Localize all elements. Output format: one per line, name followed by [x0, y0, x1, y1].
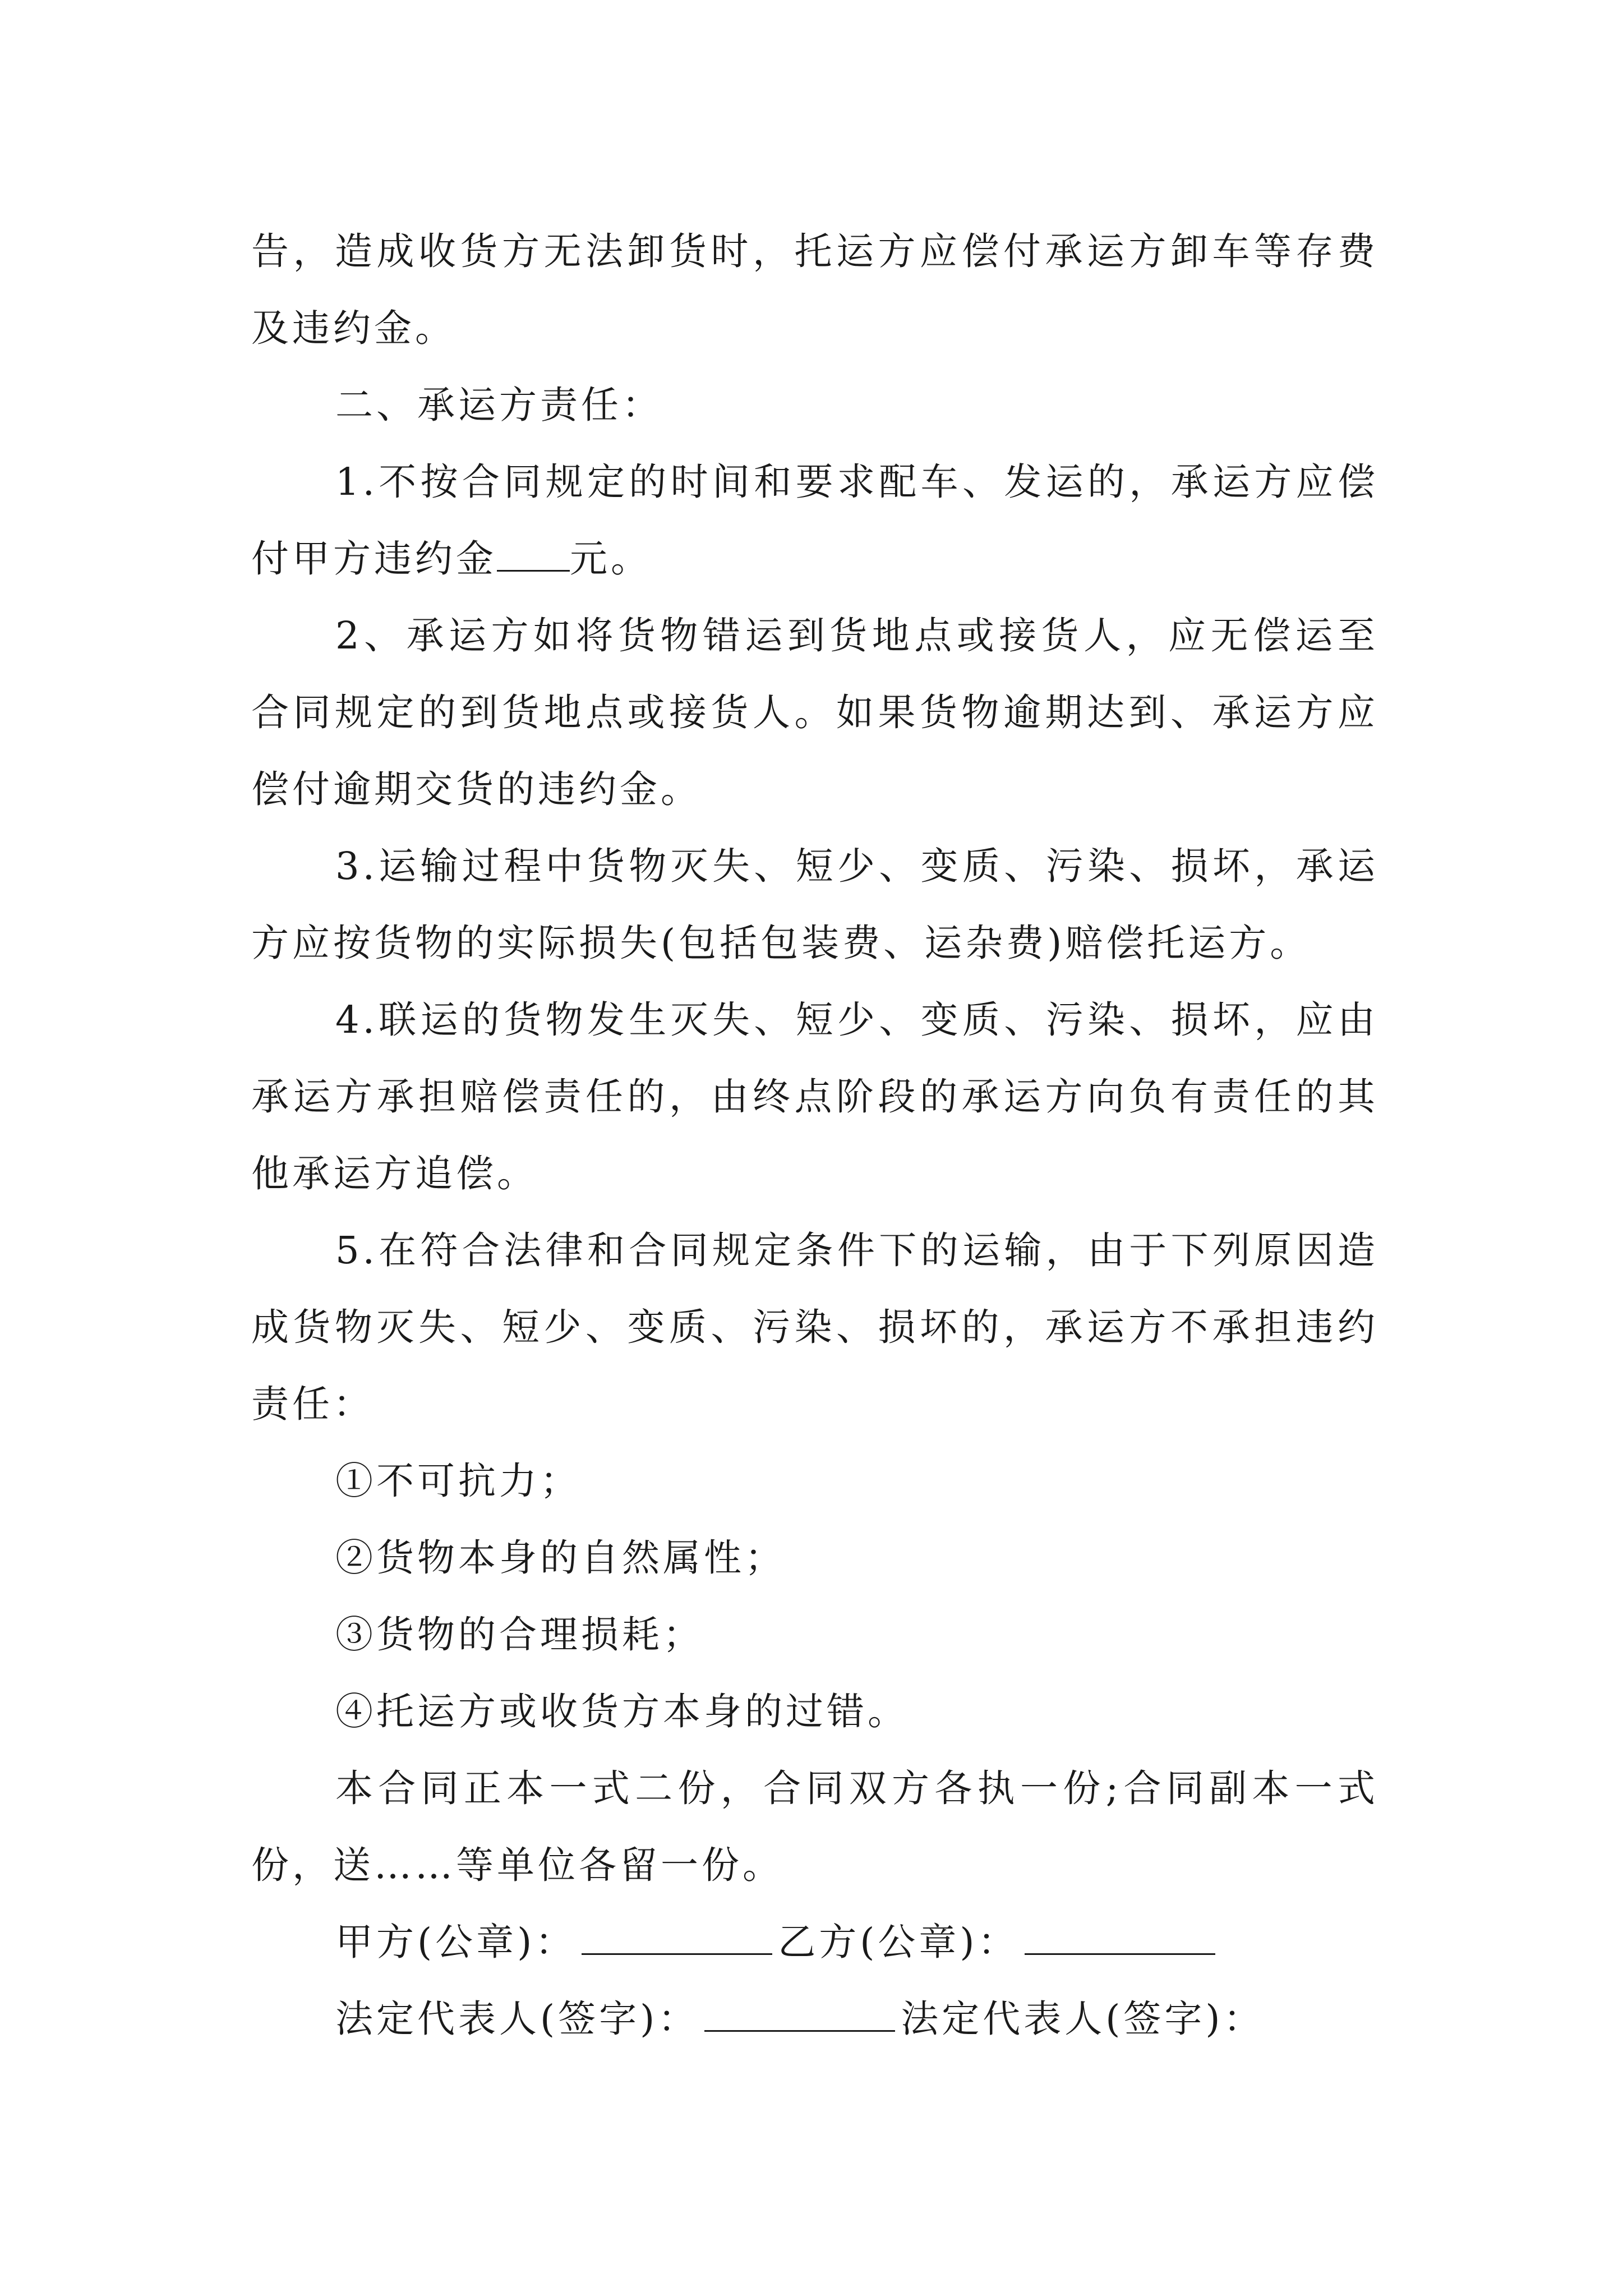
- clause-1: [251, 444, 1378, 597]
- copies-clause: 本合同正本一式二份，合同双方各执一份;合同副本一式 份，送……等单位各留一份。: [251, 1766, 1378, 1887]
- representative-signature-line: [251, 1981, 1378, 2058]
- party-b-seal-label: 乙方(公章)：: [778, 1920, 1019, 1964]
- party-seal-line: [251, 1904, 1378, 1981]
- exemption-item-4: ④托运方或收货方本身的过错。: [335, 1690, 909, 1733]
- exemption-item-3: ③货物的合理损耗；: [335, 1613, 704, 1657]
- clause-4: 4.联运的货物发生灭失、短少、变质、污染、损坏，应由承运方承担赔偿责任的，由终点阶段的承运方向负有责任的其他承运方追偿。: [251, 998, 1378, 1195]
- rep-a-signature-label: 法定代表人(签字)：: [335, 1997, 699, 2041]
- clause-1-unit: 元。: [570, 537, 652, 581]
- rep-b-signature-label: 法定代表人(签字)：: [901, 1997, 1265, 2041]
- clause-5: 5.在符合法律和合同规定条件下的运输，由于下列原因造成货物灭失、短少、变质、污染、损坏的，承运方不承担违约责任：: [251, 1228, 1378, 1426]
- penalty-amount-blank: [497, 537, 570, 572]
- section-heading-carrier-liability: 二、承运方责任：: [335, 383, 663, 427]
- document-body: [251, 213, 1378, 2058]
- party-a-seal-blank: [582, 1921, 772, 1955]
- clause-1-text: 1.不按合同规定的时间和要求配车、发运的，承运方应偿付甲方违约金: [251, 460, 1378, 581]
- clause-3: 3.运输过程中货物灭失、短少、变质、污染、损坏，承运方应按货物的实际损失(包括包装费、运杂费)赔偿托运方。: [251, 844, 1378, 965]
- rep-a-signature-blank: [704, 1998, 895, 2032]
- exemption-item-1: ①不可抗力；: [335, 1459, 581, 1503]
- party-a-seal-label: 甲方(公章)：: [335, 1920, 577, 1964]
- exemption-item-2: ②货物本身的自然属性；: [335, 1536, 786, 1580]
- party-b-seal-blank: [1025, 1921, 1215, 1955]
- paragraph-continued: 告，造成收货方无法卸货时，托运方应偿付承运方卸车等存费及违约金。: [251, 229, 1378, 350]
- clause-2: 2、承运方如将货物错运到货地点或接货人，应无偿运至合同规定的到货地点或接货人。如果货物逾期达到、承运方应偿付逾期交货的违约金。: [251, 614, 1378, 811]
